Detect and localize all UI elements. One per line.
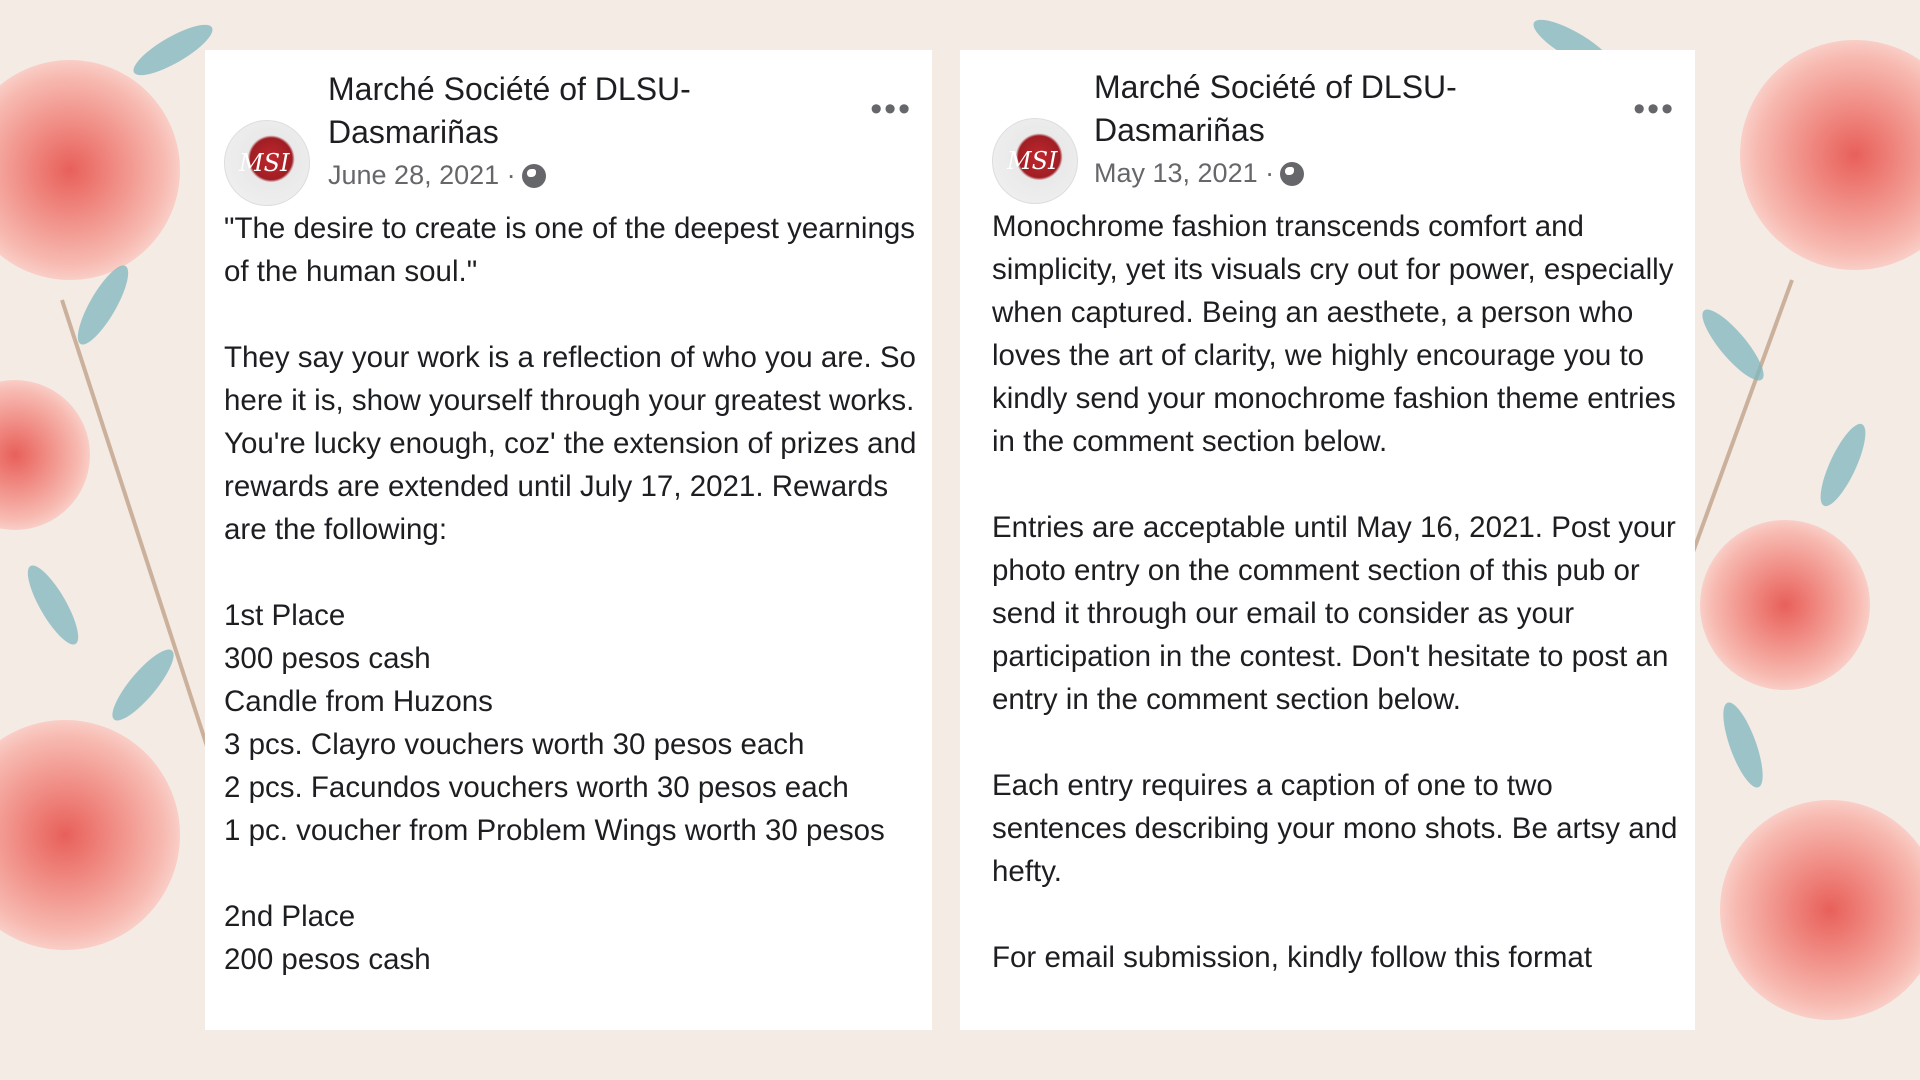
post-meta [1094,158,1304,189]
more-options-icon[interactable]: ••• [870,90,912,128]
page-avatar[interactable]: MSI [224,120,310,206]
more-options-icon[interactable]: ••• [1633,90,1675,128]
facebook-post-1 [205,50,932,1030]
page-avatar[interactable]: MSI [992,118,1078,204]
post-meta [328,160,546,191]
globe-icon [522,164,546,188]
post-date-link[interactable]: May 13, 2021 · [1094,158,1275,188]
post-text: Monochrome fashion transcends comfort and simplicity, yet its visuals cry out for power, especially when captured. Being an aesthete, a person who loves the art of clarity, we highly encourage you to kindly send your monochrome fashion theme entries in the comment section below. Entries are acceptable until May 16, 2021. Post your photo entry on the comment section of this pub or send it through our email to consider as your participation in the contest. Don't hesitate to post an entry in the comment section below. Each entry requires a caption of one to two sentences describing your mono shots. Be artsy and hefty. For email submission, kindly follow this format [992,210,1686,974]
post-text: "The desire to create is one of the deepest yearnings of the human soul." They say your work is a reflection of who you are. So here it is, show yourself through your greatest works. You're lucky enough, coz' the extension of prizes and rewards are extended until July 17, 2021. Rewards are the following: 1st Place 300 pesos cash Candle from Huzons 3 pcs. Clayro vouchers worth 30 pesos each 2 pcs. Facundos vouchers worth 30 pesos each 1 pc. voucher from Problem Wings worth 30 pesos 2nd Place 200 pesos cash [224,212,925,976]
post-date-link[interactable]: June 28, 2021 · [328,160,516,190]
globe-icon [1280,162,1304,186]
facebook-post-2 [960,50,1695,1030]
page-name-link[interactable]: Marché Société of DLSU-Dasmariñas [328,71,691,150]
page-name-link[interactable]: Marché Société of DLSU-Dasmariñas [1094,69,1457,148]
